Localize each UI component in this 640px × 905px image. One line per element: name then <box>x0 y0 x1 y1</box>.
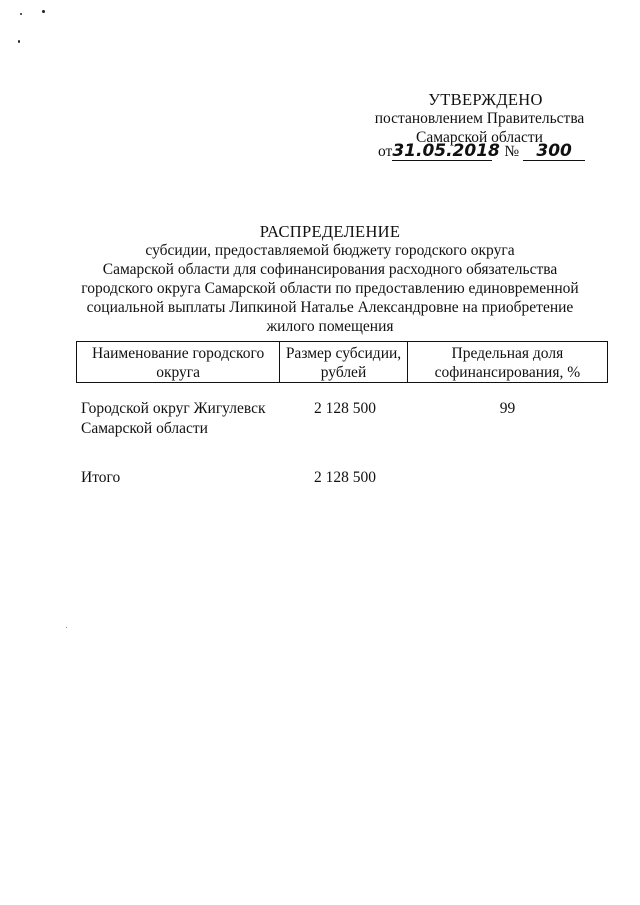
cell-total-label <box>76 468 279 488</box>
cell-text: Самарской области <box>81 420 208 437</box>
header-text: Размер субсидии, <box>285 345 402 362</box>
cell-text: Городской округ Жигулевск <box>81 400 266 417</box>
title-line: жилого помещения <box>266 318 394 335</box>
scan-speck <box>20 13 22 15</box>
cell-total-amount: 2 128 500 <box>314 469 376 486</box>
approved-label: УТВЕРЖДЕНО <box>428 90 543 109</box>
number-sign: № <box>504 143 520 160</box>
header-amount <box>279 342 407 382</box>
title-line: социальной выплаты Липкиной Наталье Александровне на приобретение <box>86 299 574 316</box>
scan-speck <box>18 40 20 43</box>
table-header <box>76 341 608 383</box>
scan-speck <box>66 627 67 628</box>
date-prefix: от <box>378 143 393 160</box>
approval-stamp <box>372 90 587 147</box>
header-text: Наименование городского <box>92 345 265 362</box>
header-district <box>77 342 279 382</box>
approval-line-2: Самарской области <box>416 129 543 146</box>
approval-line-1: постановлением Правительства <box>374 110 585 127</box>
decree-date: 31.05.2018 <box>392 141 500 161</box>
title-line: Самарской области для софинансирования расходного обязательства <box>102 261 558 278</box>
table-row <box>76 399 608 439</box>
header-text: округа <box>156 364 201 381</box>
decree-number: 300 <box>523 142 585 161</box>
cell-share: 99 <box>499 400 516 417</box>
document-title <box>60 222 600 336</box>
scan-speck <box>42 10 45 13</box>
header-text: Предельная доля <box>451 345 564 362</box>
header-text: софинансирования, % <box>434 364 581 381</box>
header-share <box>407 342 607 382</box>
distribution-table <box>76 341 608 486</box>
table-row-total <box>76 468 608 488</box>
decree-date-number <box>378 142 585 161</box>
cell-total-share <box>407 468 608 488</box>
cell-district <box>76 399 279 439</box>
title-heading: РАСПРЕДЕЛЕНИЕ <box>259 222 401 241</box>
cell-text: Итого <box>81 469 121 486</box>
cell-amount: 2 128 500 <box>314 400 376 417</box>
header-text: рублей <box>320 364 367 381</box>
title-line: городского округа Самарской области по предоставлению единовременной <box>81 280 579 297</box>
title-line: субсидии, предоставляемой бюджету городского округа <box>145 242 515 259</box>
